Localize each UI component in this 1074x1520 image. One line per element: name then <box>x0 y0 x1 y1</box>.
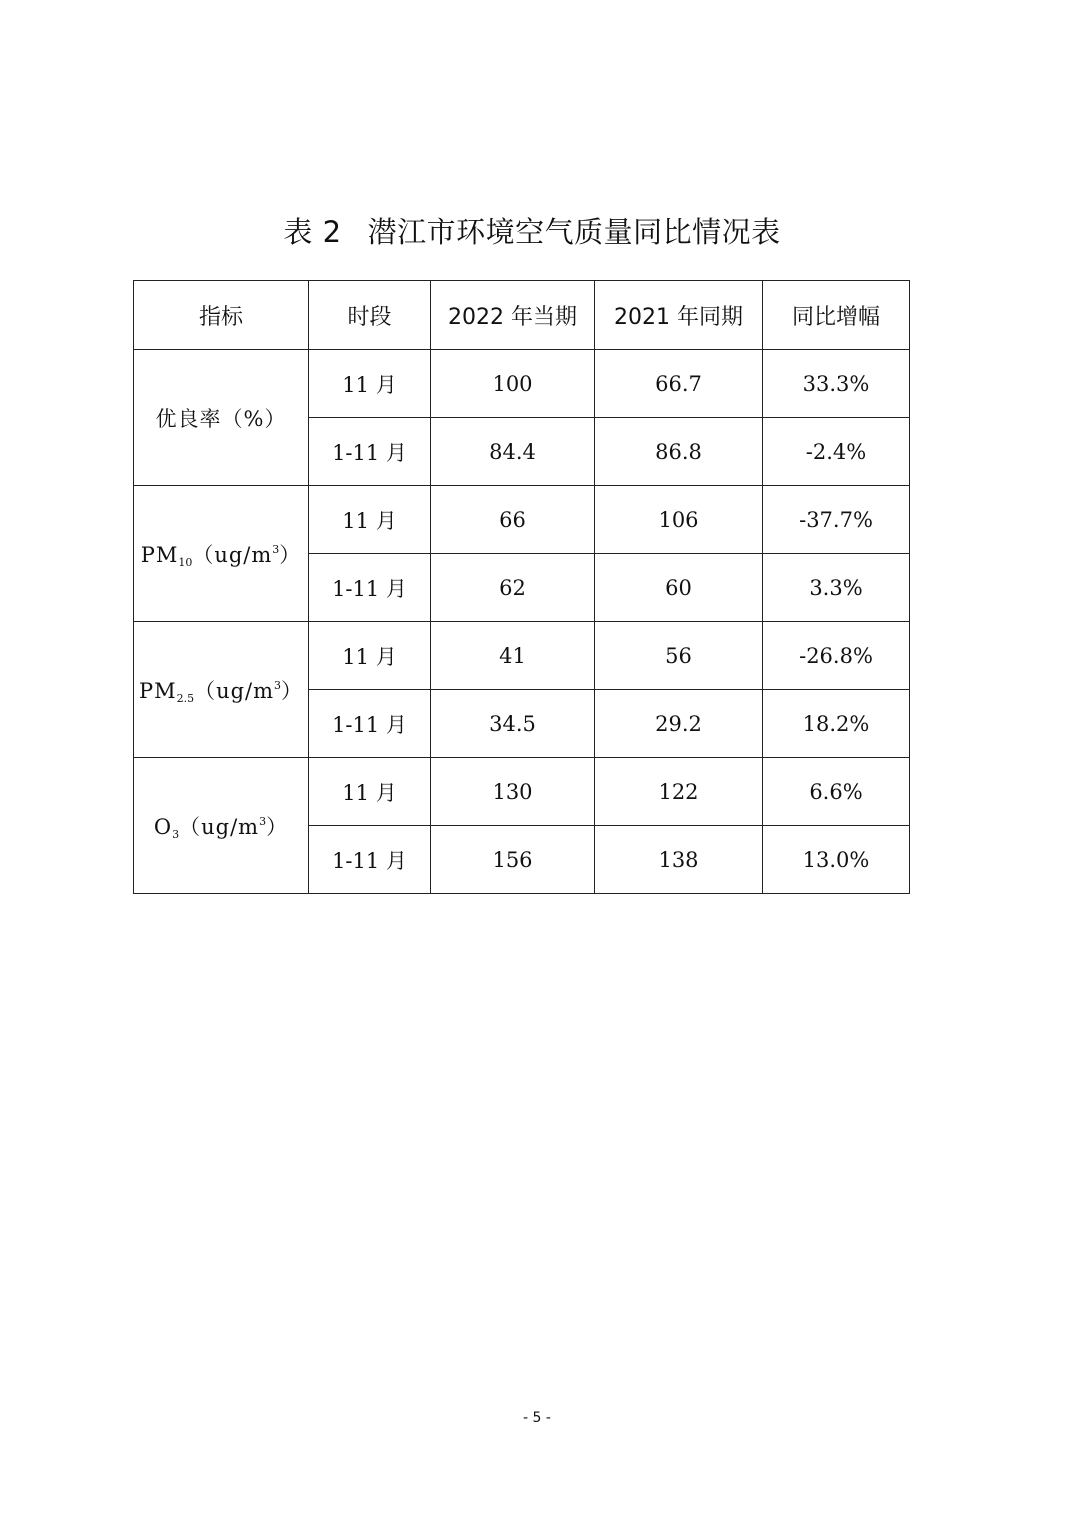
period-cell: 11 月 <box>309 758 431 826</box>
indicator-superscript: 3 <box>274 678 282 692</box>
change-cell: 18.2% <box>763 690 910 758</box>
period-cell: 1-11 月 <box>309 690 431 758</box>
value-2022-cell: 62 <box>431 554 595 622</box>
indicator-subscript: 2.5 <box>176 691 195 705</box>
change-cell: 33.3% <box>763 350 910 418</box>
indicator-unit: （ug/m <box>179 814 260 839</box>
header-row <box>134 281 910 350</box>
table-title <box>0 207 1064 257</box>
header-indicator: 指标 <box>134 281 309 350</box>
period-cell: 11 月 <box>309 622 431 690</box>
value-2021-cell: 86.8 <box>595 418 763 486</box>
value-2021-cell: 138 <box>595 826 763 894</box>
indicator-label: 优良率（%） <box>155 406 287 431</box>
change-cell: -37.7% <box>763 486 910 554</box>
table-label: 表 2 <box>283 215 342 249</box>
page-number: - 5 - <box>523 1410 551 1426</box>
table-row <box>134 350 910 418</box>
indicator-base: PM <box>140 542 179 567</box>
header-2021: 2021 年同期 <box>595 281 763 350</box>
indicator-subscript: 3 <box>172 827 180 841</box>
indicator-base: O <box>153 814 173 839</box>
indicator-close: ） <box>266 814 289 839</box>
value-2021-cell: 66.7 <box>595 350 763 418</box>
change-cell: -26.8% <box>763 622 910 690</box>
period-cell: 11 月 <box>309 350 431 418</box>
value-2021-cell: 60 <box>595 554 763 622</box>
header-period: 时段 <box>309 281 431 350</box>
change-cell: 6.6% <box>763 758 910 826</box>
period-cell: 1-11 月 <box>309 418 431 486</box>
value-2021-cell: 29.2 <box>595 690 763 758</box>
indicator-close: ） <box>281 678 304 703</box>
indicator-base: PM <box>138 678 177 703</box>
value-2022-cell: 66 <box>431 486 595 554</box>
table-row <box>134 486 910 554</box>
indicator-pm10 <box>134 486 309 622</box>
indicator-superscript: 3 <box>259 814 267 828</box>
table-title-text: 潜江市环境空气质量同比情况表 <box>367 215 781 249</box>
air-quality-table <box>133 280 910 894</box>
value-2021-cell: 122 <box>595 758 763 826</box>
value-2022-cell: 130 <box>431 758 595 826</box>
period-cell: 11 月 <box>309 486 431 554</box>
indicator-close: ） <box>279 542 302 567</box>
header-change: 同比增幅 <box>763 281 910 350</box>
indicator-o3 <box>134 758 309 894</box>
indicator-unit: （ug/m <box>194 678 275 703</box>
indicator-good-rate <box>134 350 309 486</box>
change-cell: 13.0% <box>763 826 910 894</box>
value-2022-cell: 156 <box>431 826 595 894</box>
value-2022-cell: 41 <box>431 622 595 690</box>
value-2021-cell: 106 <box>595 486 763 554</box>
value-2022-cell: 34.5 <box>431 690 595 758</box>
indicator-subscript: 10 <box>178 555 193 569</box>
change-cell: -2.4% <box>763 418 910 486</box>
period-cell: 1-11 月 <box>309 826 431 894</box>
table-row <box>134 758 910 826</box>
header-2022: 2022 年当期 <box>431 281 595 350</box>
value-2022-cell: 100 <box>431 350 595 418</box>
table-row <box>134 622 910 690</box>
indicator-pm25 <box>134 622 309 758</box>
period-cell: 1-11 月 <box>309 554 431 622</box>
value-2021-cell: 56 <box>595 622 763 690</box>
change-cell: 3.3% <box>763 554 910 622</box>
indicator-superscript: 3 <box>272 542 280 556</box>
indicator-unit: （ug/m <box>192 542 273 567</box>
value-2022-cell: 84.4 <box>431 418 595 486</box>
